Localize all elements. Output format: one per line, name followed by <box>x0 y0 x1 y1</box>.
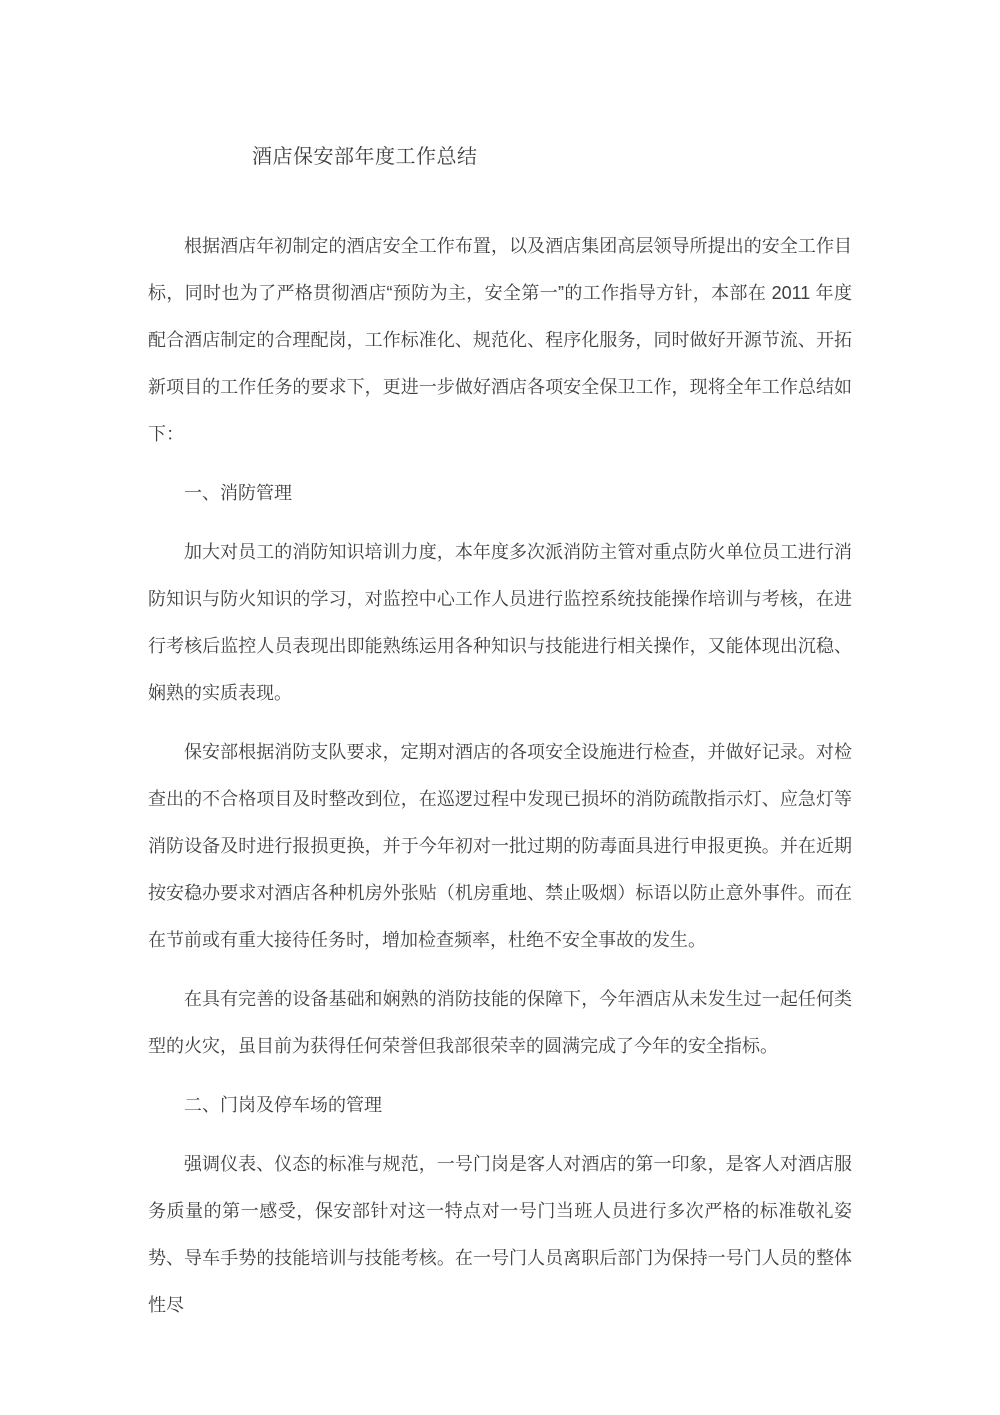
section-2-heading: 二、门岗及停车场的管理 <box>184 1095 382 1115</box>
section-1-paragraph-1: 加大对员工的消防知识培训力度，本年度多次派消防主管对重点防火单位员工进行消防知识与防火知识的学习，对监控中心工作人员进行监控系统技能操作培训与考核，在进行考核后监控人员表现出即能熟练运用各种知识与技能进行相关操作，又能体现出沉稳、娴熟的实质表现。 <box>148 542 852 703</box>
section-1-paragraph-2: 保安部根据消防支队要求，定期对酒店的各项安全设施进行检查，并做好记录。对检查出的不合格项目及时整改到位，在巡逻过程中发现已损坏的消防疏散指示灯、应急灯等消防设备及时进行报损更换，并于今年初对一批过期的防毒面具进行申报更换。并在近期按安稳办要求对酒店各种机房外张贴（机房重地、禁止吸烟）标语以防止意外事件。而在在节前或有重大接待任务时，增加检查频率，杜绝不安全事故的发生。 <box>148 742 852 950</box>
section-1-heading: 一、消防管理 <box>184 483 292 503</box>
section-2-paragraph-1: 强调仪表、仪态的标准与规范，一号门岗是客人对酒店的第一印象，是客人对酒店服务质量的第一感受，保安部针对这一特点对一号门当班人员进行多次严格的标准敬礼姿势、导车手势的技能培训与技能考核。在一号门人员离职后部门为保持一号门人员的整体性尽 <box>148 1154 852 1315</box>
section-1-paragraph-3: 在具有完善的设备基础和娴熟的消防技能的保障下，今年酒店从未发生过一起任何类型的火灾，虽目前为获得任何荣誉但我部很荣幸的圆满完成了今年的安全指标。 <box>148 989 852 1056</box>
document-title: 酒店保安部年度工作总结 <box>252 146 478 168</box>
intro-paragraph: 根据酒店年初制定的酒店安全工作布置，以及酒店集团高层领导所提出的安全工作目标，同时也为了严格贯彻酒店“预防为主，安全第一”的工作指导方针，本部在 2011 年度配合酒店制定的合理配岗，工作标准化、规范化、程序化服务，同时做好开源节流、开拓新项目的工作任务的要求下，更进一步做好酒店各项安全保卫工作，现将全年工作总结如下： <box>148 236 852 444</box>
